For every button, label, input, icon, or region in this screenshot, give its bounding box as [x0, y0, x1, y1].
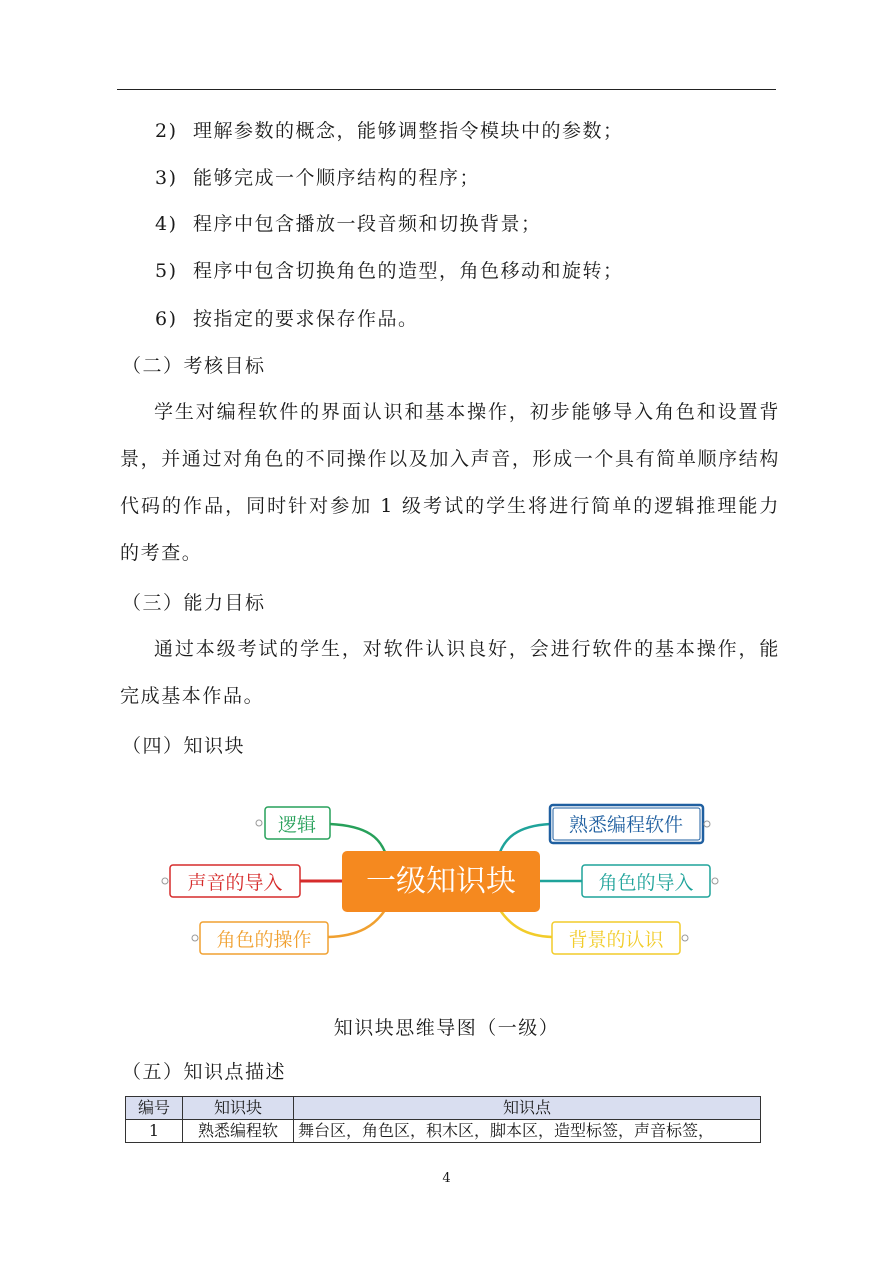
ability-text: 通过本级考试的学生，对软件认识良好，会进行软件的基本操作，能完成基本作品。 — [120, 638, 780, 707]
role-import-expand-icon[interactable] — [712, 878, 718, 884]
header-rule — [117, 89, 776, 90]
item-text: 按指定的要求保存作品。 — [193, 308, 419, 330]
item-number: 6) — [155, 308, 178, 330]
table-header-cell: 知识点 — [294, 1097, 761, 1120]
requirement-item — [155, 166, 480, 190]
role-op-connector — [328, 910, 385, 937]
sound-expand-icon[interactable] — [162, 878, 168, 884]
background-connector — [500, 910, 552, 937]
requirement-item — [155, 212, 542, 236]
role-import-node-label: 角色的导入 — [598, 872, 694, 894]
knowledge-heading: （四）知识块 — [122, 735, 246, 757]
requirement-item — [155, 259, 624, 283]
ability-heading: （三）能力目标 — [122, 592, 266, 614]
table-header-cell: 知识块 — [183, 1097, 294, 1120]
item-text: 程序中包含切换角色的造型，角色移动和旋转； — [193, 260, 624, 282]
assessment-paragraph — [120, 389, 780, 577]
item-text: 理解参数的概念，能够调整指令模块中的参数； — [193, 120, 624, 142]
item-number: 4) — [155, 213, 178, 235]
role-op-expand-icon[interactable] — [192, 935, 198, 941]
table-header-cell: 编号 — [126, 1097, 183, 1120]
item-number: 5) — [155, 260, 178, 282]
center-node-label: 一级知识块 — [366, 864, 516, 899]
sound-node-label: 声音的导入 — [187, 872, 283, 894]
logic-connector — [330, 824, 385, 852]
software-expand-icon[interactable] — [704, 821, 710, 827]
background-expand-icon[interactable] — [682, 935, 688, 941]
mindmap — [0, 790, 893, 980]
software-connector — [500, 824, 550, 852]
table-row — [126, 1120, 761, 1143]
mindmap-caption: 知识块思维导图（一级） — [333, 1017, 560, 1039]
logic-expand-icon[interactable] — [256, 820, 262, 826]
table-cell: 舞台区，角色区，积木区，脚本区，造型标签，声音标签， — [294, 1120, 761, 1143]
requirement-item — [155, 307, 419, 331]
item-text: 程序中包含播放一段音频和切换背景； — [193, 213, 542, 235]
ability-paragraph — [120, 626, 780, 720]
knowledge-table — [125, 1096, 761, 1143]
description-heading: （五）知识点描述 — [122, 1061, 287, 1083]
item-number: 2) — [155, 120, 178, 142]
background-node-label: 背景的认识 — [568, 929, 664, 951]
page-number: 4 — [442, 1171, 451, 1186]
item-number: 3) — [155, 167, 178, 189]
assessment-heading: （二）考核目标 — [122, 355, 266, 377]
item-text: 能够完成一个顺序结构的程序； — [193, 167, 481, 189]
software-node-label: 熟悉编程软件 — [568, 814, 684, 836]
requirement-item — [155, 119, 624, 143]
table-cell: 1 — [126, 1120, 183, 1143]
assessment-text: 学生对编程软件的界面认识和基本操作，初步能够导入角色和设置背景，并通过对角色的不同操作以及加入声音，形成一个具有简单顺序结构代码的作品，同时针对参加 1 级考试的学生将进行简单的逻辑推理能力的考查。 — [120, 401, 780, 564]
table-header-row — [126, 1097, 761, 1120]
logic-node-label: 逻辑 — [277, 814, 317, 836]
table-cell: 熟悉编程软 — [183, 1120, 294, 1143]
role-op-node-label: 角色的操作 — [216, 929, 312, 951]
